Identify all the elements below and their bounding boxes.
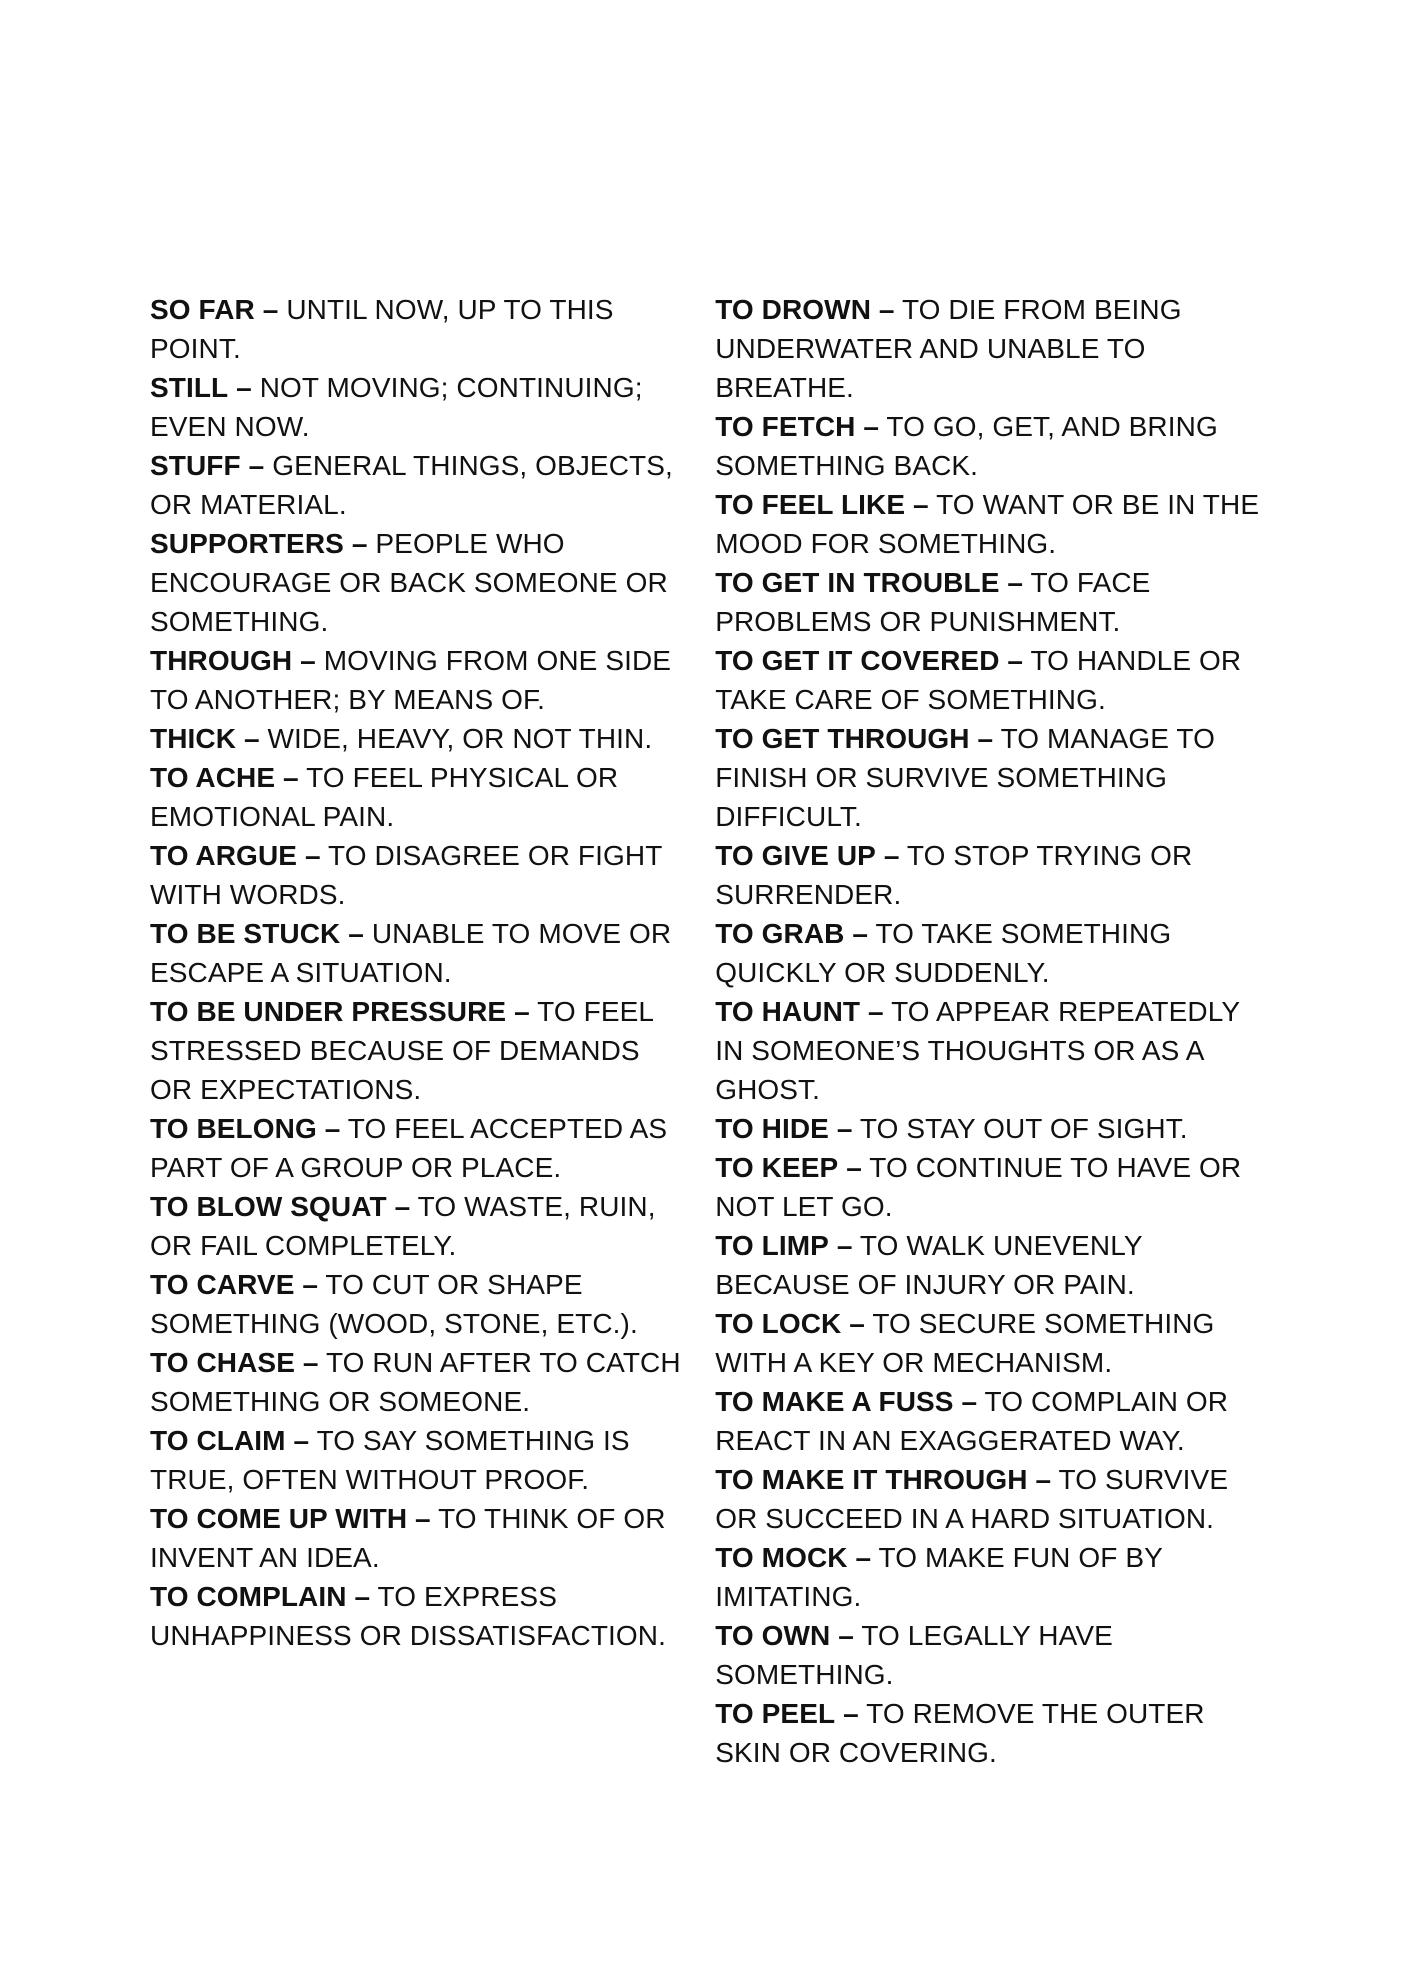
entry-definition: MOVING FROM ONE SIDE TO ANOTHER; BY MEANS OF. [150, 645, 672, 715]
vocabulary-entry [715, 1226, 1270, 1304]
entry-term: TO COMPLAIN [150, 1581, 347, 1612]
vocabulary-entry [715, 914, 1270, 992]
entry-term: TO GET THROUGH [715, 723, 970, 754]
entry-definition: TO WANT OR BE IN THE MOOD FOR SOMETHING. [715, 489, 1260, 559]
vocabulary-entry [150, 1187, 685, 1265]
entry-term: TO FETCH [715, 411, 856, 442]
entry-separator: – [300, 645, 316, 676]
vocabulary-entry [150, 446, 685, 524]
entry-definition: GENERAL THINGS, OBJECTS, OR MATERIAL. [150, 450, 673, 520]
entry-separator: – [1007, 567, 1024, 598]
entry-separator: – [283, 762, 299, 793]
entry-term: THICK [150, 723, 237, 754]
entry-term: STILL [150, 372, 229, 403]
entry-definition: PEOPLE WHO ENCOURAGE OR BACK SOMEONE OR SOMETHING. [150, 528, 668, 637]
entry-definition: TO SURVIVE OR SUCCEED IN A HARD SITUATION. [715, 1464, 1229, 1534]
vocabulary-entry [715, 1109, 1270, 1148]
vocabulary-entry [715, 1382, 1270, 1460]
vocabulary-entry [715, 1304, 1270, 1382]
entry-term: TO HIDE [715, 1113, 829, 1144]
entry-term: SUPPORTERS [150, 528, 344, 559]
entry-term: TO BELONG [150, 1113, 317, 1144]
entry-separator: – [351, 528, 368, 559]
entry-term: TO MOCK [715, 1542, 848, 1573]
entry-separator: – [236, 372, 252, 403]
vocabulary-entry [150, 914, 685, 992]
entry-term: TO HAUNT [715, 996, 861, 1027]
entry-separator: – [415, 1503, 431, 1534]
vocabulary-entry [715, 836, 1270, 914]
entry-definition: TO STAY OUT OF SIGHT. [859, 1113, 1188, 1144]
vocabulary-entry [150, 1265, 685, 1343]
entry-definition: TO SECURE SOMETHING WITH A KEY OR MECHANISM. [715, 1308, 1215, 1378]
entry-definition: UNABLE TO MOVE OR ESCAPE A SITUATION. [150, 918, 672, 988]
entry-definition: TO WASTE, RUIN, OR FAIL COMPLETELY. [150, 1191, 656, 1261]
entry-definition: TO HANDLE OR TAKE CARE OF SOMETHING. [715, 645, 1242, 715]
entry-separator: – [868, 996, 884, 1027]
entry-definition: TO GO, GET, AND BRING SOMETHING BACK. [715, 411, 1218, 481]
vocabulary-entry [150, 524, 685, 641]
entry-definition: TO FEEL PHYSICAL OR EMOTIONAL PAIN. [150, 762, 619, 832]
entry-term: TO OWN [715, 1620, 831, 1651]
entry-definition: NOT MOVING; CONTINUING; EVEN NOW. [150, 372, 643, 442]
vocabulary-entry [715, 719, 1270, 836]
entry-separator: – [293, 1425, 310, 1456]
entry-definition: TO THINK OF OR INVENT AN IDEA. [150, 1503, 666, 1573]
vocabulary-entry [150, 758, 685, 836]
entry-definition: TO CONTINUE TO HAVE OR NOT LET GO. [715, 1152, 1242, 1222]
entry-term: TO BE UNDER PRESSURE [150, 996, 507, 1027]
entry-term: SO FAR [150, 294, 255, 325]
entry-term: TO BLOW SQUAT [150, 1191, 387, 1222]
entry-term: TO GET IN TROUBLE [715, 567, 1000, 598]
entry-separator: – [302, 1269, 319, 1300]
entry-term: TO COME UP WITH [150, 1503, 408, 1534]
vocabulary-entry [715, 1460, 1270, 1538]
entry-definition: TO SAY SOMETHING IS TRUE, OFTEN WITHOUT PROOF. [150, 1425, 630, 1495]
entry-separator: – [514, 996, 530, 1027]
entry-term: TO BE STUCK [150, 918, 341, 949]
entry-separator: – [977, 723, 994, 754]
entry-term: TO CARVE [150, 1269, 295, 1300]
right-column [715, 290, 1270, 1850]
entry-term: TO PEEL [715, 1698, 836, 1729]
entry-separator: – [855, 1542, 872, 1573]
entry-term: TO MAKE A FUSS [715, 1386, 954, 1417]
entry-term: TO MAKE IT THROUGH [715, 1464, 1028, 1495]
vocabulary-entry [150, 1577, 685, 1655]
vocabulary-entry [150, 1109, 685, 1187]
entry-separator: – [262, 294, 279, 325]
entry-definition: TO CUT OR SHAPE SOMETHING (WOOD, STONE, ETC.). [150, 1269, 638, 1339]
vocabulary-entry [150, 368, 685, 446]
entry-separator: – [836, 1113, 853, 1144]
entry-term: TO KEEP [715, 1152, 839, 1183]
entry-separator: – [836, 1230, 853, 1261]
vocabulary-entry [715, 641, 1270, 719]
entry-definition: TO LEGALLY HAVE SOMETHING. [715, 1620, 1113, 1690]
entry-definition: TO FEEL STRESSED BECAUSE OF DEMANDS OR EXPECTATIONS. [150, 996, 654, 1105]
entry-term: TO DROWN [715, 294, 872, 325]
entry-term: TO CLAIM [150, 1425, 286, 1456]
entry-separator: – [348, 918, 364, 949]
entry-term: THROUGH [150, 645, 293, 676]
entry-term: TO GRAB [715, 918, 845, 949]
entry-term: TO CHASE [150, 1347, 295, 1378]
vocabulary-entry [150, 836, 685, 914]
entry-separator: – [846, 1152, 862, 1183]
vocabulary-entry [150, 641, 685, 719]
entry-separator: – [852, 918, 869, 949]
entry-separator: – [248, 450, 265, 481]
entry-definition: TO WALK UNEVENLY BECAUSE OF INJURY OR PAIN. [715, 1230, 1143, 1300]
entry-separator: – [883, 840, 900, 871]
vocabulary-entry [150, 290, 685, 368]
vocabulary-entry [150, 1499, 685, 1577]
entry-definition: TO DIE FROM BEING UNDERWATER AND UNABLE TO BREATHE. [715, 294, 1182, 403]
entry-definition: TO STOP TRYING OR SURRENDER. [715, 840, 1193, 910]
vocabulary-entry [150, 1343, 685, 1421]
entry-term: TO ARGUE [150, 840, 298, 871]
entry-term: TO GIVE UP [715, 840, 876, 871]
entry-definition: TO RUN AFTER TO CATCH SOMETHING OR SOMEONE. [150, 1347, 681, 1417]
entry-definition: UNTIL NOW, UP TO THIS POINT. [150, 294, 614, 364]
vocabulary-entry [715, 992, 1270, 1109]
vocabulary-entry [715, 485, 1270, 563]
vocabulary-entry [150, 1421, 685, 1499]
entry-term: TO ACHE [150, 762, 276, 793]
entry-separator: – [243, 723, 260, 754]
entry-definition: TO TAKE SOMETHING QUICKLY OR SUDDENLY. [715, 918, 1172, 988]
entry-definition: TO APPEAR REPEATEDLY IN SOMEONE’S THOUGHTS OR AS A GHOST. [715, 996, 1240, 1105]
vocabulary-entry [715, 407, 1270, 485]
entry-separator: – [878, 294, 895, 325]
entry-separator: – [863, 411, 880, 442]
entry-definition: TO FEEL ACCEPTED AS PART OF A GROUP OR PLACE. [150, 1113, 668, 1183]
entry-definition: TO MAKE FUN OF BY IMITATING. [715, 1542, 1163, 1612]
entry-separator: – [302, 1347, 319, 1378]
entry-term: TO LOCK [715, 1308, 842, 1339]
entry-separator: – [394, 1191, 411, 1222]
entry-separator: – [354, 1581, 371, 1612]
vocabulary-entry [715, 1616, 1270, 1694]
entry-separator: – [843, 1698, 859, 1729]
entry-term: TO GET IT COVERED [715, 645, 1000, 676]
entry-separator: – [961, 1386, 978, 1417]
vocabulary-entry [150, 719, 685, 758]
entry-term: TO LIMP [715, 1230, 829, 1261]
vocabulary-entry [715, 1694, 1270, 1772]
entry-separator: – [913, 489, 929, 520]
entry-separator: – [838, 1620, 854, 1651]
entry-definition: TO FACE PROBLEMS OR PUNISHMENT. [715, 567, 1151, 637]
left-column [150, 290, 685, 1850]
entry-separator: – [1007, 645, 1024, 676]
entry-separator: – [1035, 1464, 1052, 1495]
entry-term: STUFF [150, 450, 241, 481]
entry-separator: – [324, 1113, 341, 1144]
entry-definition: TO COMPLAIN OR REACT IN AN EXAGGERATED WAY. [715, 1386, 1229, 1456]
vocabulary-entry [715, 290, 1270, 407]
entry-definition: TO DISAGREE OR FIGHT WITH WORDS. [150, 840, 662, 910]
entry-definition: TO REMOVE THE OUTER SKIN OR COVERING. [715, 1698, 1205, 1768]
entry-separator: – [849, 1308, 865, 1339]
vocabulary-entry [715, 563, 1270, 641]
entry-definition: TO EXPRESS UNHAPPINESS OR DISSATISFACTION. [150, 1581, 667, 1651]
entry-separator: – [304, 840, 321, 871]
vocabulary-entry [715, 1148, 1270, 1226]
vocabulary-page [150, 290, 1270, 1850]
vocabulary-entry [715, 1538, 1270, 1616]
vocabulary-entry [150, 992, 685, 1109]
entry-definition: TO MANAGE TO FINISH OR SURVIVE SOMETHING DIFFICULT. [715, 723, 1215, 832]
entry-definition: WIDE, HEAVY, OR NOT THIN. [267, 723, 653, 754]
entry-term: TO FEEL LIKE [715, 489, 906, 520]
